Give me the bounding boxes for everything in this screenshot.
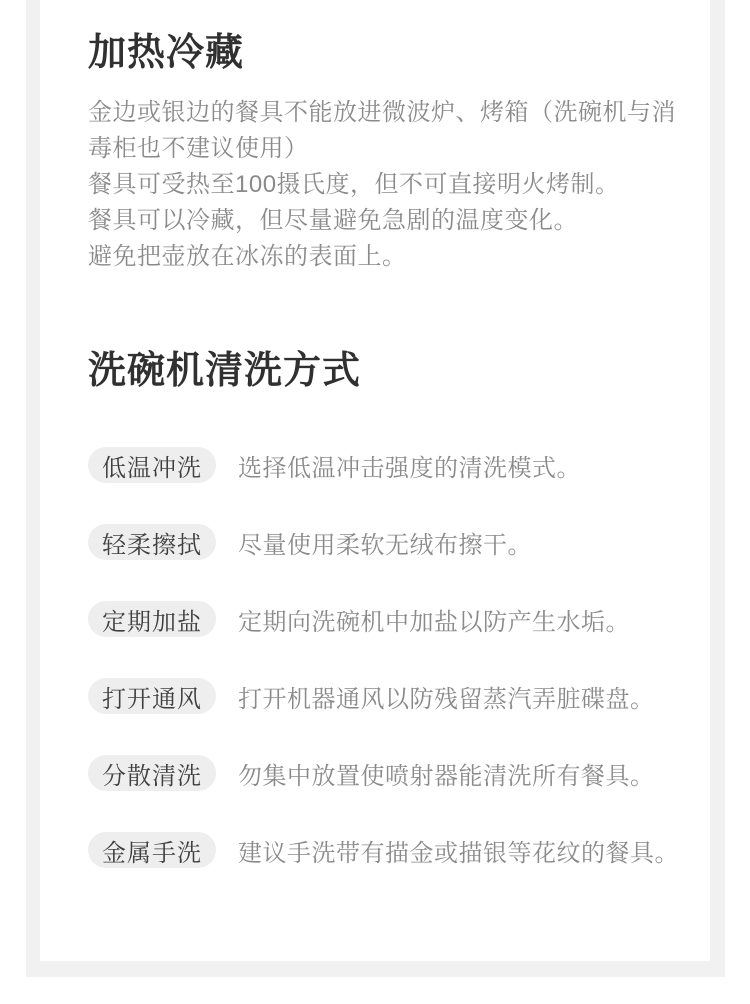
tip-row	[88, 678, 679, 714]
section-title-heating: 加热冷藏	[88, 32, 245, 74]
tip-tag-badge: 定期加盐	[88, 601, 216, 637]
tip-tag-badge: 轻柔擦拭	[88, 524, 216, 560]
section-title-dishwasher: 洗碗机清洗方式	[88, 350, 362, 392]
care-instruction-line: 避免把壶放在冰冻的表面上。	[88, 243, 407, 270]
dishwasher-tips-list	[88, 447, 679, 868]
tip-description: 尽量使用柔软无绒布擦干。	[238, 531, 532, 559]
tip-tag-badge: 打开通风	[88, 678, 216, 714]
tip-tag-badge: 低温冲洗	[88, 447, 216, 483]
care-instruction-line: 金边或银边的餐具不能放进微波炉、烤箱（洗碗机与消毒柜也不建议使用）	[88, 99, 676, 162]
tip-description: 选择低温冲击强度的清洗模式。	[238, 454, 581, 482]
tip-description: 勿集中放置使喷射器能清洗所有餐具。	[238, 762, 655, 790]
care-instruction-line: 餐具可受热至100摄氏度，但不可直接明火烤制。	[88, 171, 620, 198]
tip-row	[88, 601, 679, 637]
tip-description: 建议手洗带有描金或描银等花纹的餐具。	[238, 839, 679, 867]
page-gutter-frame	[26, 0, 725, 977]
content-card	[40, 0, 710, 961]
tip-row	[88, 524, 679, 560]
tip-row	[88, 447, 679, 483]
tip-row	[88, 832, 679, 868]
tip-description: 定期向洗碗机中加盐以防产生水垢。	[238, 608, 630, 636]
care-instruction-line: 餐具可以冷藏，但尽量避免急剧的温度变化。	[88, 207, 578, 234]
tip-description: 打开机器通风以防残留蒸汽弄脏碟盘。	[238, 685, 655, 713]
tip-row	[88, 755, 679, 791]
tip-tag-badge: 分散清洗	[88, 755, 216, 791]
care-instructions	[88, 95, 676, 275]
tip-tag-badge: 金属手洗	[88, 832, 216, 868]
